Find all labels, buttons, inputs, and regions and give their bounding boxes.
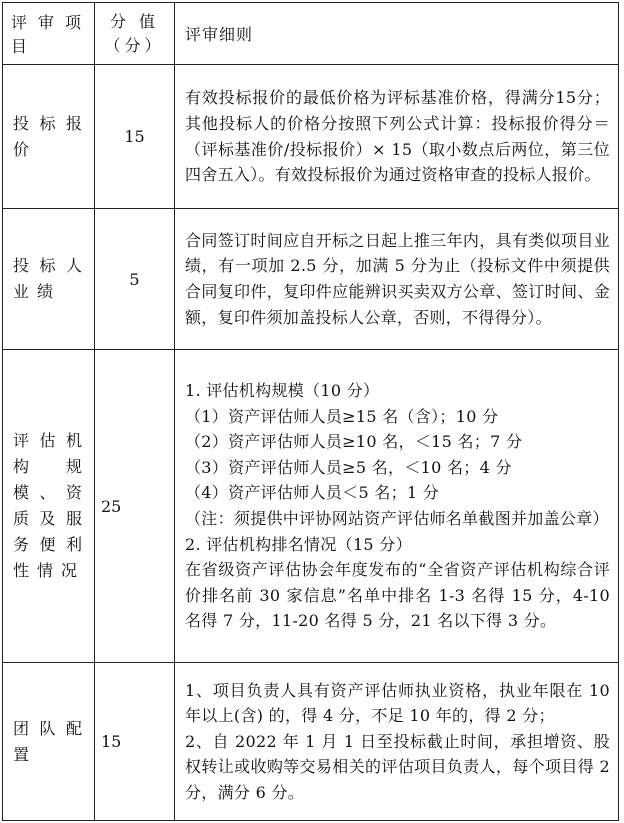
rule-line: （3）资产评估师人员≥5 名，＜10 名；4 分: [185, 457, 512, 477]
row-item: 团队配置: [3, 663, 95, 821]
rule-line: 1、项目负责人具有资产评估师执业资格，执业年限在 10 年以上(含) 的，得 4 分，不足 10 年的，得 2 分；: [185, 680, 610, 726]
rule-line: 2. 评估机构排名情况（15 分）: [185, 534, 412, 554]
rule-line: （注：须提供中评协网站资产评估师名单截图并加盖公章）: [185, 509, 609, 528]
rule-line: （2）资产评估师人员≥10 名，＜15 名；7 分: [185, 432, 523, 452]
header-item: 评审项目: [3, 3, 95, 65]
row-rule: [175, 663, 619, 821]
table-row: [3, 350, 619, 663]
scoring-table: [2, 2, 619, 821]
table-row: [3, 209, 619, 350]
row-score: 25: [95, 350, 175, 663]
rule-line: （1）资产评估师人员≥15 名（含）；10 分: [185, 406, 499, 426]
row-item: 投标报价: [3, 65, 95, 209]
table-header-row: [3, 3, 619, 65]
header-score: 分 值（分）: [95, 3, 175, 65]
row-score: 15: [95, 663, 175, 821]
table-row: [3, 65, 619, 209]
rule-line: 在省级资产评估协会年度发布的“全省资产评估机构综合评价排名前 30 家信息”名单中排名 1-3 名得 15 分，4-10 名得 7 分，11-20 名得 5 分，21 名以下得 3 分。: [185, 560, 610, 631]
rule-line: 2、自 2022 年 1 月 1 日至投标截止时间，承担增资、股权转让或收购等交易相关的评估项目负责人，每个项目得 2 分，满分 6 分。: [185, 731, 610, 802]
row-score: 5: [95, 209, 175, 350]
table-row: [3, 663, 619, 821]
row-rule: [175, 350, 619, 663]
row-rule: 有效投标报价的最低价格为评标基准价格，得满分15分；其他投标人的价格分按照下列公式计算：投标报价得分＝（评标基准价/投标报价）× 15（取小数点后两位，第三位四舍五入）。有效投标报价为通过资格审查的投标人报价。: [175, 65, 619, 209]
row-score: 15: [95, 65, 175, 209]
rule-line: （4）资产评估师人员＜5 名；1 分: [185, 483, 440, 503]
header-rule: 评审细则: [175, 3, 619, 65]
row-item: 投标人业绩: [3, 209, 95, 350]
rule-line: 1. 评估机构规模（10 分）: [185, 381, 380, 401]
row-rule: 合同签订时间应自开标之日起上推三年内，具有类似项目业绩，有一项加 2.5 分，加满 5 分为止（投标文件中须提供合同复印件，复印件应能辨识买卖双方公章、签订时间、金额，复印件须加盖投标人公章，否则，不得得分）。: [175, 209, 619, 350]
row-item: 评估机构规模、资质及服务便利性情况: [3, 350, 95, 663]
